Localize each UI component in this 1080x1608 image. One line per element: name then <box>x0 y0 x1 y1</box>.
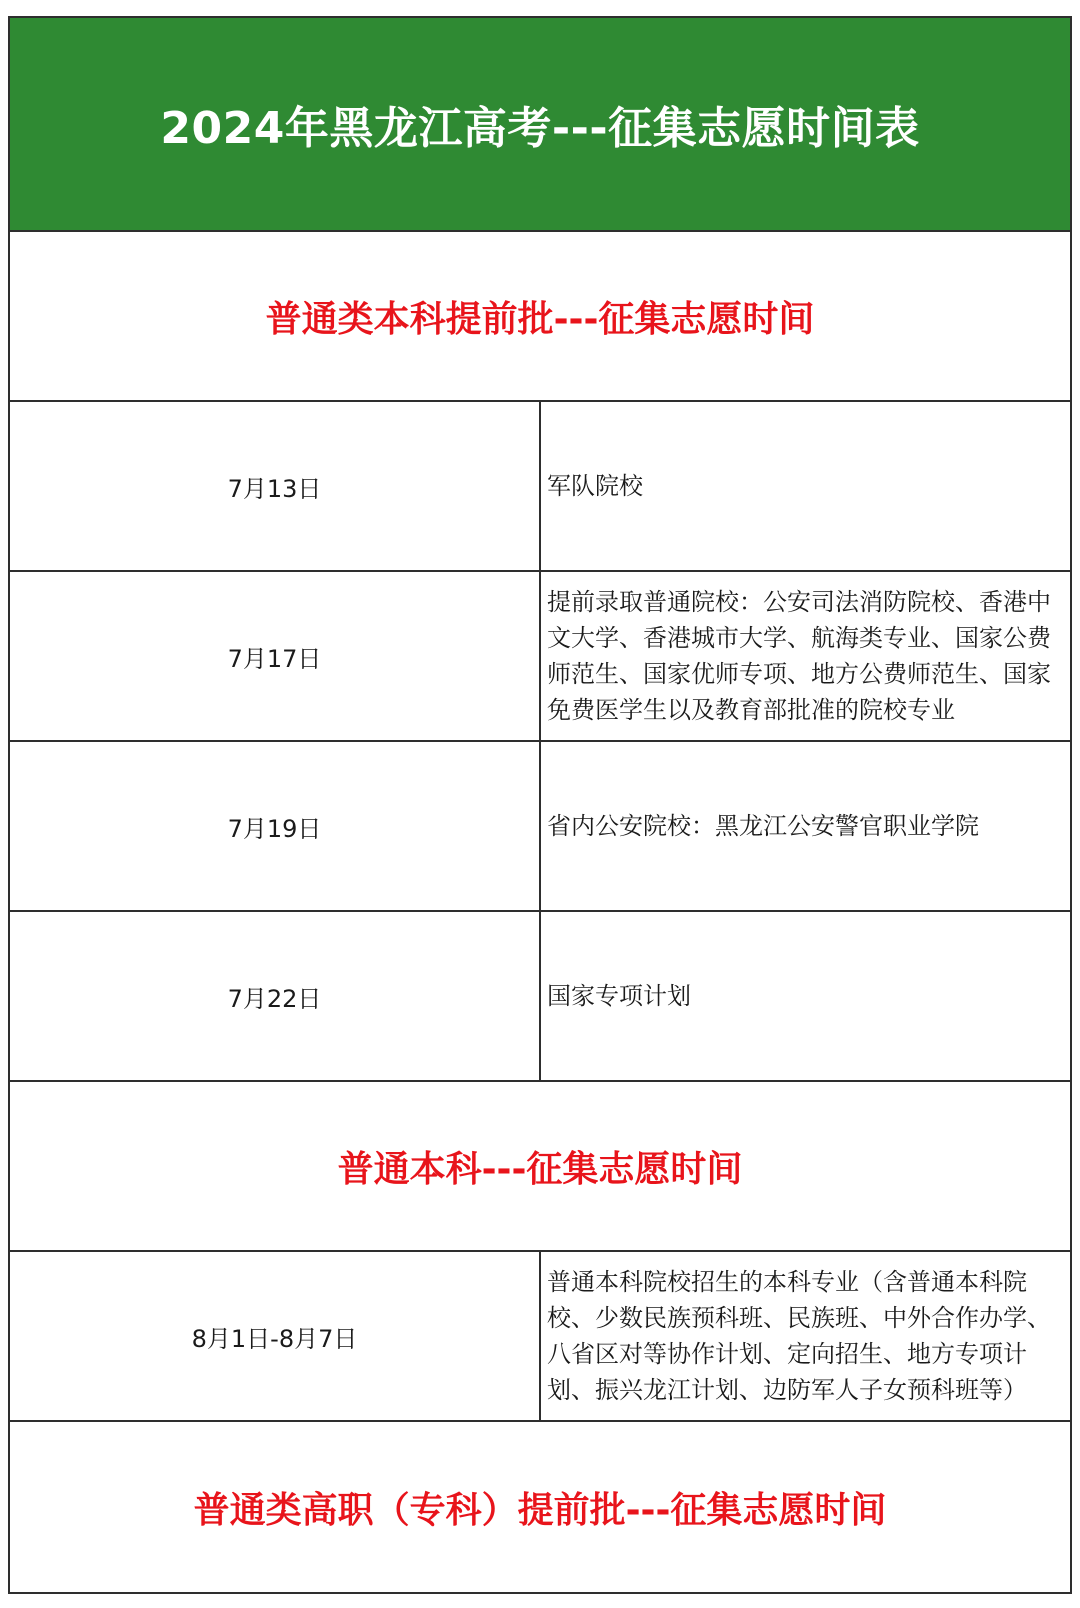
table-row <box>9 1251 1071 1421</box>
table-row <box>9 571 1071 741</box>
schedule-table <box>8 16 1072 1594</box>
title-row <box>9 17 1071 231</box>
description-cell: 普通本科院校招生的本科专业（含普通本科院校、少数民族预科班、民族班、中外合作办学、八省区对等协作计划、定向招生、地方专项计划、振兴龙江计划、边防军人子女预科班等） <box>540 1251 1071 1421</box>
page-title: 2024年黑龙江高考---征集志愿时间表 <box>9 17 1071 231</box>
section-header-row <box>9 1421 1071 1593</box>
section-header-row <box>9 231 1071 401</box>
date-cell: 7月17日 <box>9 571 540 741</box>
table-row <box>9 911 1071 1081</box>
date-cell: 8月1日-8月7日 <box>9 1251 540 1421</box>
section-header-row <box>9 1081 1071 1251</box>
description-cell: 国家专项计划 <box>540 911 1071 1081</box>
date-cell: 7月22日 <box>9 911 540 1081</box>
section-heading-undergrad-early: 普通类本科提前批---征集志愿时间 <box>9 231 1071 401</box>
table-row <box>9 401 1071 571</box>
description-cell: 省内公安院校：黑龙江公安警官职业学院 <box>540 741 1071 911</box>
section-heading-vocational-early: 普通类高职（专科）提前批---征集志愿时间 <box>9 1421 1071 1593</box>
date-cell: 7月19日 <box>9 741 540 911</box>
section-heading-undergrad: 普通本科---征集志愿时间 <box>9 1081 1071 1251</box>
table-row <box>9 741 1071 911</box>
description-cell: 提前录取普通院校：公安司法消防院校、香港中文大学、香港城市大学、航海类专业、国家公费师范生、国家优师专项、地方公费师范生、国家免费医学生以及教育部批准的院校专业 <box>540 571 1071 741</box>
description-cell: 军队院校 <box>540 401 1071 571</box>
date-cell: 7月13日 <box>9 401 540 571</box>
